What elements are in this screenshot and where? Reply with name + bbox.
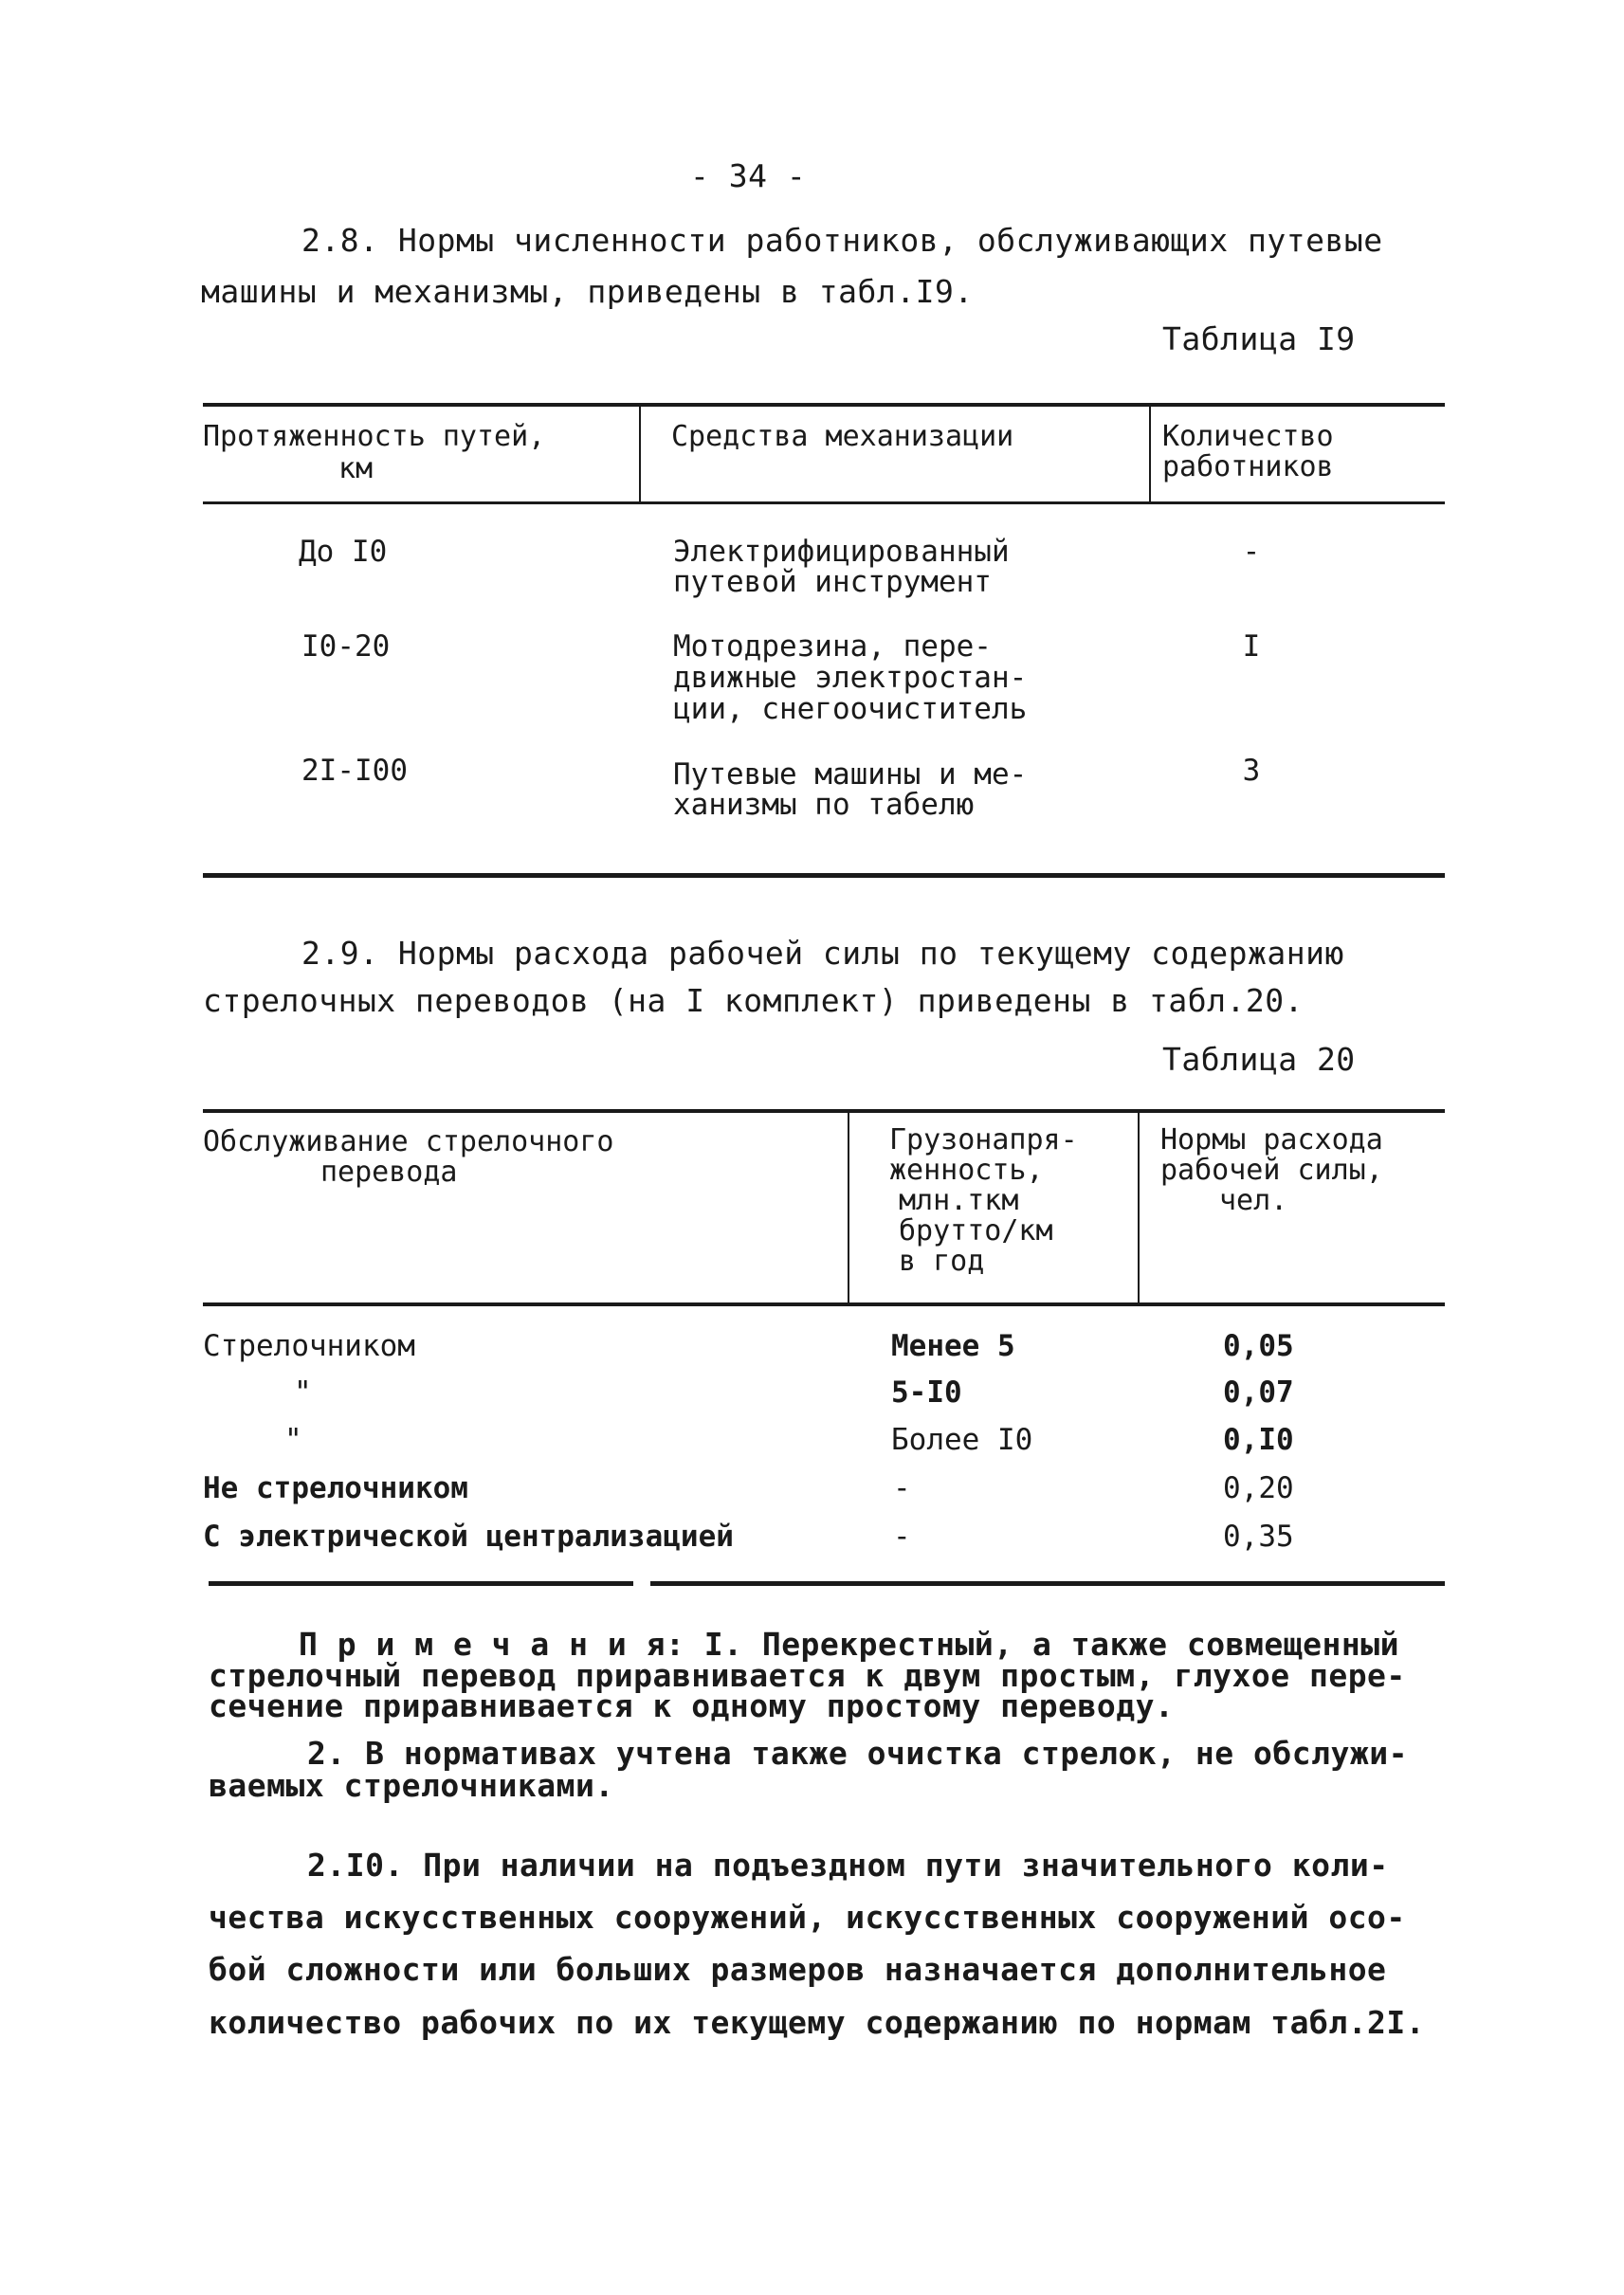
table-19-row-3-means-2: ханизмы по табелю bbox=[673, 788, 975, 822]
table-19-row-3-length: 2I-I00 bbox=[301, 754, 408, 788]
table-20-header-load-4: брутто/км bbox=[899, 1214, 1053, 1248]
table-20-row-3-service: " bbox=[284, 1423, 302, 1457]
page-number: - 34 - bbox=[690, 157, 807, 194]
table-20-row-1-load: Менее 5 bbox=[891, 1329, 1015, 1363]
note-1-line-2: стрелочный перевод приравнивается к двум простым, глухое пере- bbox=[209, 1657, 1406, 1694]
table-20-header-load-1: Грузонапря- bbox=[889, 1123, 1078, 1157]
table-19-header-length: Протяженность путей, bbox=[203, 420, 546, 453]
table-20-top-rule bbox=[203, 1109, 1445, 1113]
table-20-row-2-service: " bbox=[294, 1375, 312, 1410]
table-19-header-means: Средства механизации bbox=[671, 420, 1014, 453]
note-1-line-3: сечение приравнивается к одному простому переводу. bbox=[209, 1687, 1175, 1724]
note-2-line-2: ваемых стрелочниками. bbox=[209, 1767, 614, 1804]
table-20-row-1-norm: 0,05 bbox=[1223, 1329, 1294, 1363]
table-20-row-4-service: Не стрелочником bbox=[203, 1471, 468, 1505]
table-20-row-5-service: С электрической централизацией bbox=[203, 1520, 734, 1554]
table-20-row-5-load: - bbox=[893, 1520, 911, 1554]
table-20-bottom-rule-left bbox=[209, 1581, 633, 1586]
table-20-header-norm-2: рабочей силы, bbox=[1160, 1154, 1383, 1187]
section-2-10-line-1: 2.I0. При наличии на подъездном пути значительного коли- bbox=[307, 1847, 1389, 1884]
table-19-row-2-count: I bbox=[1242, 629, 1261, 664]
table-20-bottom-rule-right bbox=[650, 1581, 1445, 1586]
table-19-col-divider-1 bbox=[639, 407, 641, 501]
table-20-row-2-norm: 0,07 bbox=[1223, 1375, 1294, 1410]
table-20-caption: Таблица 20 bbox=[1162, 1041, 1356, 1078]
section-2-10-line-3: бой сложности или больших размеров назначается дополнительное bbox=[209, 1951, 1387, 1988]
table-20-row-3-norm: 0,I0 bbox=[1223, 1423, 1294, 1457]
table-20-col-divider-2 bbox=[1138, 1113, 1140, 1302]
note-2-line-1: 2. В нормативах учтена также очистка стрелок, не обслужи- bbox=[307, 1735, 1408, 1772]
table-20-row-1-service: Стрелочником bbox=[203, 1329, 415, 1363]
section-2-10-line-2: чества искусственных сооружений, искусственных сооружений осо- bbox=[209, 1899, 1406, 1936]
table-20-col-divider-1 bbox=[848, 1113, 849, 1302]
table-19-row-1-length: До I0 bbox=[299, 535, 388, 569]
table-20-header-load-5: в год bbox=[899, 1245, 985, 1278]
table-19-row-1-means-1: Электрифицированный bbox=[673, 535, 1010, 569]
section-2-8-line-2: машины и механизмы, приведены в табл.I9. bbox=[201, 273, 974, 310]
table-19-row-1-count: - bbox=[1242, 535, 1261, 569]
table-20-row-2-load: 5-I0 bbox=[891, 1375, 962, 1410]
table-20-header-rule bbox=[203, 1302, 1445, 1306]
table-20-row-4-load: - bbox=[893, 1471, 911, 1505]
table-20-header-load-3: млн.ткм bbox=[899, 1184, 1019, 1217]
table-19-row-1-means-2: путевой инструмент bbox=[673, 565, 992, 599]
table-19-row-2-means-2: движные электростан- bbox=[673, 661, 1028, 695]
table-20-row-3-load: Более I0 bbox=[891, 1423, 1033, 1457]
section-2-9-line-2: стрелочных переводов (на I комплект) приведены в табл.20. bbox=[203, 982, 1304, 1019]
table-19-row-3-means-1: Путевые машины и ме- bbox=[673, 757, 1028, 792]
table-20-header-service: Обслуживание стрелочного bbox=[203, 1125, 614, 1158]
table-19-header-count-2: работников bbox=[1162, 450, 1334, 483]
section-2-8-line-1: 2.8. Нормы численности работников, обслуживающих путевые bbox=[301, 222, 1383, 259]
table-19-header-length-unit: км bbox=[338, 452, 374, 485]
table-19-row-2-means-3: ции, снегоочиститель bbox=[673, 692, 1028, 726]
table-19-header-count: Количество bbox=[1162, 420, 1334, 453]
table-19-row-2-means-1: Мотодрезина, пере- bbox=[673, 629, 992, 664]
table-19-row-3-count: 3 bbox=[1242, 754, 1261, 788]
table-19-caption: Таблица I9 bbox=[1162, 320, 1356, 357]
table-19-top-rule bbox=[203, 403, 1445, 407]
table-20-header-norm-3: чел. bbox=[1219, 1184, 1288, 1217]
note-1-lead: П р и м е ч а н и я: I. Перекрестный, а также совмещенный bbox=[299, 1626, 1399, 1663]
table-19-bottom-rule bbox=[203, 873, 1445, 878]
section-2-10-line-4: количество рабочих по их текущему содержанию по нормам табл.2I. bbox=[209, 2004, 1426, 2041]
table-20-header-service-2: перевода bbox=[320, 1156, 458, 1189]
table-20-row-5-norm: 0,35 bbox=[1223, 1520, 1294, 1554]
table-20-row-4-norm: 0,20 bbox=[1223, 1471, 1294, 1505]
table-19-row-2-length: I0-20 bbox=[301, 629, 391, 664]
table-19-col-divider-2 bbox=[1149, 407, 1151, 501]
table-20-header-norm-1: Нормы расхода bbox=[1160, 1123, 1383, 1157]
section-2-9-line-1: 2.9. Нормы расхода рабочей силы по текущему содержанию bbox=[301, 935, 1344, 972]
table-19-header-rule bbox=[203, 501, 1445, 504]
table-20-header-load-2: женность, bbox=[889, 1154, 1044, 1187]
